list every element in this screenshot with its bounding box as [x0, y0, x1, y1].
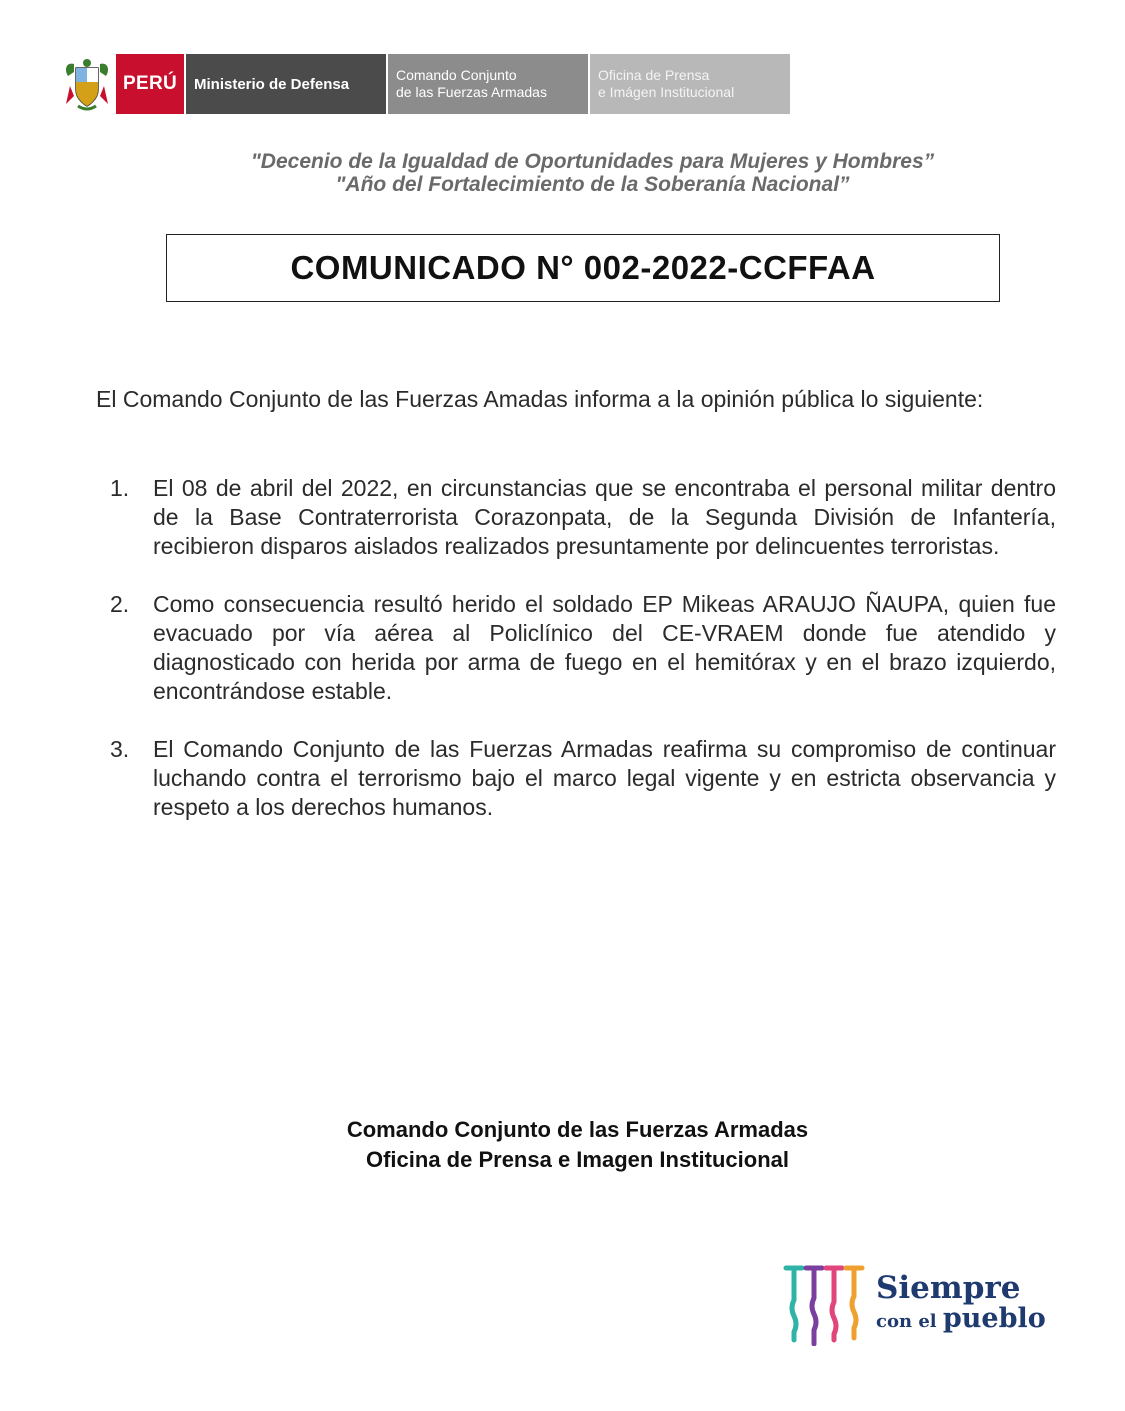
signature-block: [0, 1115, 1125, 1175]
official-year-mottos: [0, 150, 1125, 196]
brand-line2-big: pueblo: [942, 1302, 1046, 1334]
joint-command-line2: de las Fuerzas Armadas: [396, 84, 547, 100]
list-item-text: El 08 de abril del 2022, en circunstancias que se encontraba el personal militar dentro de la Base Contraterrorista Corazonpata, de la Segunda División de Infantería, recibieron disparos aislados realizados presuntamente por delincuentes terroristas.: [153, 475, 1056, 559]
list-item: [110, 735, 1056, 822]
list-item-number: 3.: [110, 736, 130, 762]
press-office-label: [590, 54, 790, 114]
brand-line2-small: con el: [876, 1310, 937, 1332]
list-item-number: 1.: [110, 475, 130, 501]
brand-text: [876, 1271, 1046, 1336]
communique-title-box: [166, 234, 1000, 302]
list-item-text: Como consecuencia resultó herido el soldado EP Mikeas ARAUJO ÑAUPA, quien fue evacuado por vía aérea al Policlínico del CE-VRAEM donde fue atendido y diagnosticado con herida por arma de fuego en el hemitórax y en el brazo izquierdo, encontrándose estable.: [153, 591, 1056, 704]
brand-line2: [876, 1302, 1046, 1336]
signature-line1: Comando Conjunto de las Fuerzas Armadas: [346, 1117, 809, 1142]
statement-list: [110, 474, 1056, 851]
motto-year: "Año del Fortalecimiento de la Soberanía Nacional”: [335, 173, 850, 196]
ministry-label: Ministerio de Defensa: [186, 54, 386, 114]
list-item-text: El Comando Conjunto de las Fuerzas Armadas reafirma su compromiso de continuar luchando contra el terrorismo bajo el marco legal vigente y en estricta observancia y respeto a los derechos humanos.: [153, 736, 1056, 820]
list-item: [110, 590, 1056, 706]
list-item: [110, 474, 1056, 561]
joint-command-label: [388, 54, 588, 114]
peru-brand-label: PERÚ: [116, 54, 184, 114]
brand-line1: Siempre: [876, 1269, 1021, 1306]
intro-paragraph: El Comando Conjunto de las Fuerzas Amadas informa a la opinión pública lo siguiente:: [96, 386, 984, 412]
colored-figures-icon: [782, 1260, 866, 1346]
siempre-con-el-pueblo-logo: [782, 1260, 1046, 1346]
press-office-line2: e Imágen Institucional: [598, 84, 735, 100]
motto-decade: "Decenio de la Igualdad de Oportunidades para Mujeres y Hombres”: [250, 150, 935, 173]
press-office-line1: Oficina de Prensa: [598, 67, 710, 83]
list-item-number: 2.: [110, 591, 130, 617]
joint-command-line1: Comando Conjunto: [396, 67, 517, 83]
communique-title: COMUNICADO N° 002-2022-CCFFAA: [290, 249, 876, 286]
signature-line2: Oficina de Prensa e Imagen Institucional: [365, 1147, 789, 1172]
institutional-header: [60, 54, 790, 114]
national-coat-of-arms-icon: [60, 54, 114, 114]
